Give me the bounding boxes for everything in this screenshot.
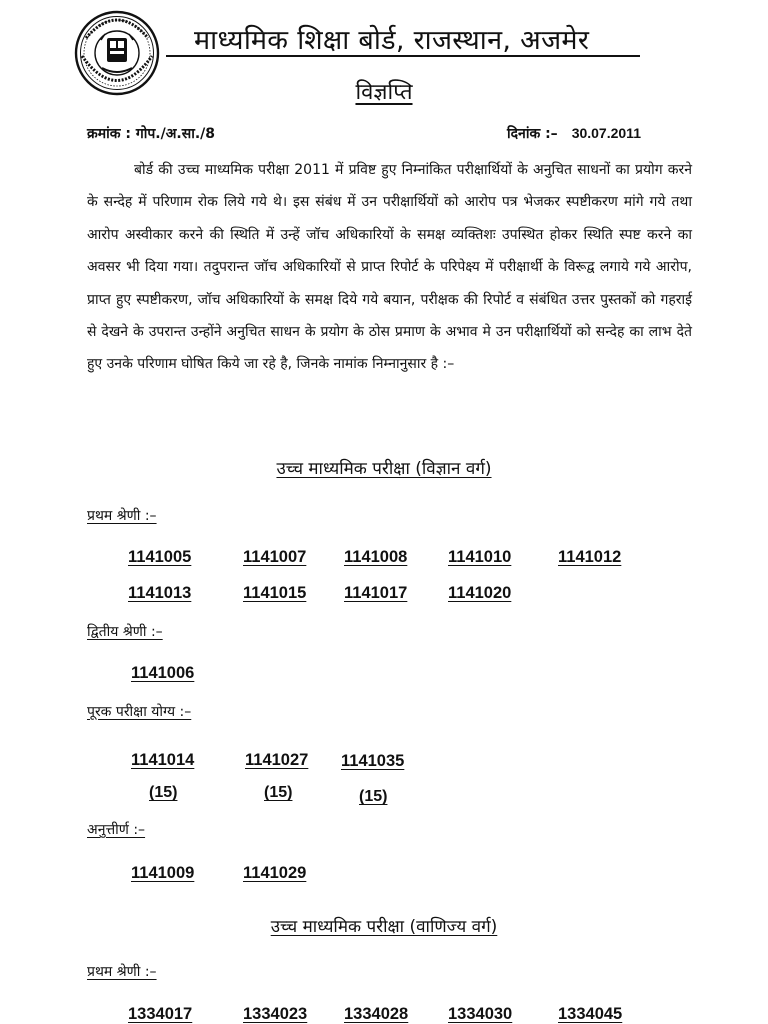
roll-number: 1141006: [131, 664, 195, 682]
reference-number: क्रमांक : गोप./अ.सा./8: [87, 126, 216, 142]
heading-underline: [166, 55, 640, 57]
roll-number: 1334045: [558, 1005, 623, 1023]
roll-number: 1141008: [344, 548, 408, 566]
roll-number: 1334023: [243, 1005, 308, 1023]
roll-number: 1141015: [243, 584, 307, 602]
commerce-section-heading: उच्च माध्यमिक परीक्षा (वाणिज्य वर्ग): [270, 917, 498, 937]
roll-number: 1141013: [128, 584, 192, 602]
roll-number: 1141007: [243, 548, 307, 566]
science-first-division-label: प्रथम श्रेणी :–: [87, 508, 157, 524]
roll-number: 1141027: [245, 751, 309, 769]
roll-number: 1141012: [558, 548, 622, 566]
roll-number: 1141017: [344, 584, 408, 602]
roll-number: 1334030: [448, 1005, 513, 1023]
science-section-heading: उच्च माध्यमिक परीक्षा (विज्ञान वर्ग): [276, 459, 492, 479]
board-name-heading: माध्यमिक शिक्षा बोर्ड, राजस्थान, अजमेर: [194, 25, 590, 56]
notice-title: विज्ञप्ति: [355, 80, 413, 105]
supplementary-subject-code: (15): [149, 784, 178, 801]
science-fail-label: अनुत्तीर्ण :–: [87, 822, 146, 838]
supplementary-subject-code: (15): [359, 788, 388, 805]
roll-number: 1141005: [128, 548, 192, 566]
science-supplementary-label: पूरक परीक्षा योग्य :–: [87, 704, 192, 720]
roll-number: 1141035: [341, 752, 405, 770]
roll-number: 1334017: [128, 1005, 193, 1023]
roll-number: 1141020: [448, 584, 512, 602]
roll-number: 1334028: [344, 1005, 409, 1023]
date-value: 30.07.2011: [571, 125, 641, 141]
date-line: [507, 124, 641, 143]
commerce-first-division-label: प्रथम श्रेणी :–: [87, 964, 157, 980]
roll-number: 1141014: [131, 751, 195, 769]
date-label: दिनांक :–: [507, 126, 558, 142]
science-second-division-label: द्वितीय श्रेणी :–: [87, 624, 163, 640]
supplementary-subject-code: (15): [264, 784, 293, 801]
roll-number: 1141010: [448, 548, 512, 566]
notice-body-paragraph: बोर्ड की उच्च माध्यमिक परीक्षा 2011 में प्रविष्ट हुए निम्नांकित परीक्षार्थियों के अनुचित साधनों का प्रयोग करने के सन्देह में परिणाम रोक लिये गये थे। इस संबंध में उन परीक्षार्थियों को आरोप पत्र भेजकर स्पष्टीकरण मांगे गये तथा आरोप अस्वीकार करने की स्थिति में उन्हें जॉच अधिकारियों के समक्ष व्यक्तिशः उपस्थित होकर स्थिति स्पष्ट करने का अवसर भी दिया गया। तदुपरान्त जॉच अधिकारियों से प्राप्त रिपोर्ट के परिपेक्ष्य में परीक्षार्थी के विरूद्व लगाये गये आरोप, प्राप्त हुए स्पष्टीकरण, जॉच अधिकारियों के समक्ष दिये गये बयान, परीक्षक की रिपोर्ट व संबंधित उत्तर पुस्तकों को गहराई से देखने के उपरान्त उन्होंने अनुचित साधन के प्रयोग के ठोस प्रमाण के अभाव मे उन परीक्षार्थियों को सन्देह का लाभ देते हुए उनके परिणाम घोषित किये जा रहे है, जिनके नामांक निम्नानुसार है :–: [87, 162, 692, 373]
roll-number: 1141029: [243, 864, 307, 882]
roll-number: 1141009: [131, 864, 195, 882]
